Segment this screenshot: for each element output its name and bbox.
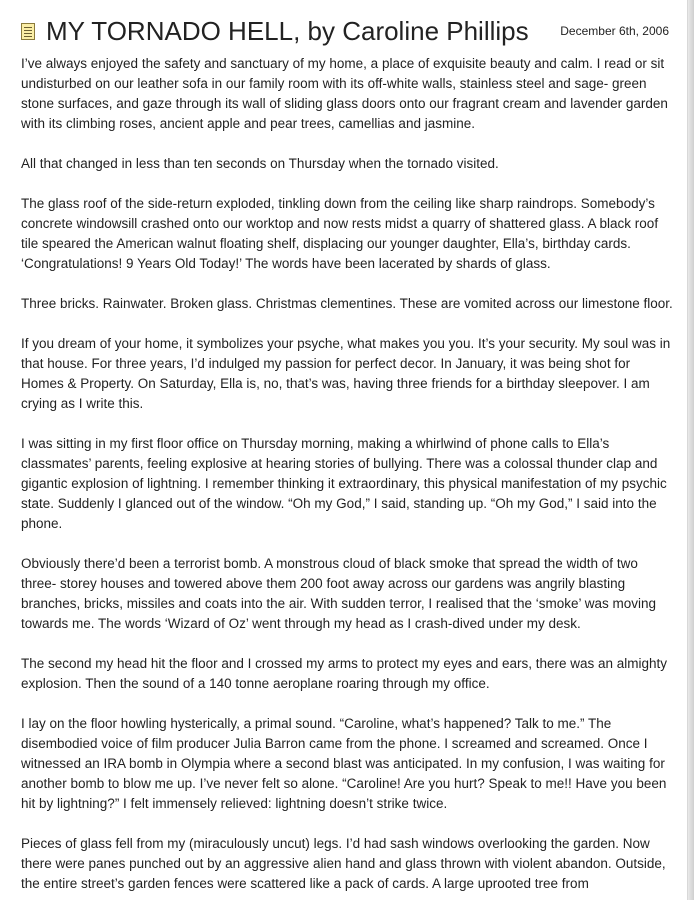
article-date: December 6th, 2006 (560, 24, 669, 38)
paragraph: I was sitting in my first floor office on Thursday morning, making a whirlwind of phone calls to Ella’s classmates’ parents, feeling explosive at hearing stories of bullying. There was a colossal thunder clap and gigantic explosion of lightning. I remember thinking it extraordinary, this physical manifestation of my psychic state. Suddenly I glanced out of the window. “Oh my God,” I said, standing up. “Oh my God,” I said into the phone. (21, 436, 667, 531)
paragraph: Pieces of glass fell from my (miraculously uncut) legs. I’d had sash windows overlooking the garden. Now there were panes punched out by an aggressive alien hand and glass thrown with violent abandon. Outside, the entire street’s garden fences were scattered like a pack of cards. A large uprooted tree from (21, 836, 666, 891)
article-body (21, 54, 673, 900)
paragraph: If you dream of your home, it symbolizes your psyche, what makes you you. It’s your security. My soul was in that house. For three years, I’d indulged my passion for perfect decor. In January, it was being shot for Homes & Property. On Saturday, Ella is, no, that’s was, having three friends for a birthday sleepover. I am crying as I write this. (21, 336, 671, 411)
window-edge (687, 0, 694, 900)
paragraph: The second my head hit the floor and I crossed my arms to protect my eyes and ears, there was an almighty explosion. Then the sound of a 140 tonne aeroplane roaring through my office. (21, 656, 668, 691)
paragraph: I’ve always enjoyed the safety and sanctuary of my home, a place of exquisite beauty and calm. I read or sit undisturbed on our leather sofa in our family room with its off-white walls, stainless steel and sage- green stone surfaces, and gaze through its wall of sliding glass doors onto our fragrant cream and lavender garden with its climbing roses, ancient apple and pear trees, camellias and jasmine. (21, 56, 668, 131)
article-title: MY TORNADO HELL, by Caroline Phillips (46, 16, 529, 46)
article-header (21, 14, 671, 48)
paragraph: Obviously there’d been a terrorist bomb. A monstrous cloud of black smoke that spread the width of two three- storey houses and towered above them 200 foot away across our gardens was angrily blasting branches, bricks, missiles and coats into the air. With sudden terror, I realised that the ‘smoke’ was moving towards me. The words ‘Wizard of Oz’ went through my head as I crash-dived under my desk. (21, 556, 657, 631)
paragraph: I lay on the floor howling hysterically, a primal sound. “Caroline, what’s happened? Talk to me.” The disembodied voice of film producer Julia Barron came from the phone. I screamed and screamed. Once I witnessed an IRA bomb in Olympia where a second blast was anticipated. In my confusion, I was waiting for another bomb to blow me up. I’ve never felt so alone. “Caroline! Are you hurt? Speak to me!! Have you been hit by lightning?” I felt immensely relieved: lightning doesn’t strike twice. (21, 716, 667, 811)
note-icon (21, 23, 35, 40)
paragraph: Three bricks. Rainwater. Broken glass. Christmas clementines. These are vomited across our limestone floor. (21, 296, 673, 311)
paragraph: The glass roof of the side-return exploded, tinkling down from the ceiling like sharp raindrops. Somebody’s concrete windowsill crashed onto our worktop and now rests midst a quarry of shattered glass. A black roof tile speared the American walnut floating shelf, displacing our younger daughter, Ella’s, birthday cards. ‘Congratulations! 9 Years Old Today!’ The words have been lacerated by shards of glass. (21, 196, 659, 271)
paragraph: All that changed in less than ten seconds on Thursday when the tornado visited. (21, 156, 499, 171)
